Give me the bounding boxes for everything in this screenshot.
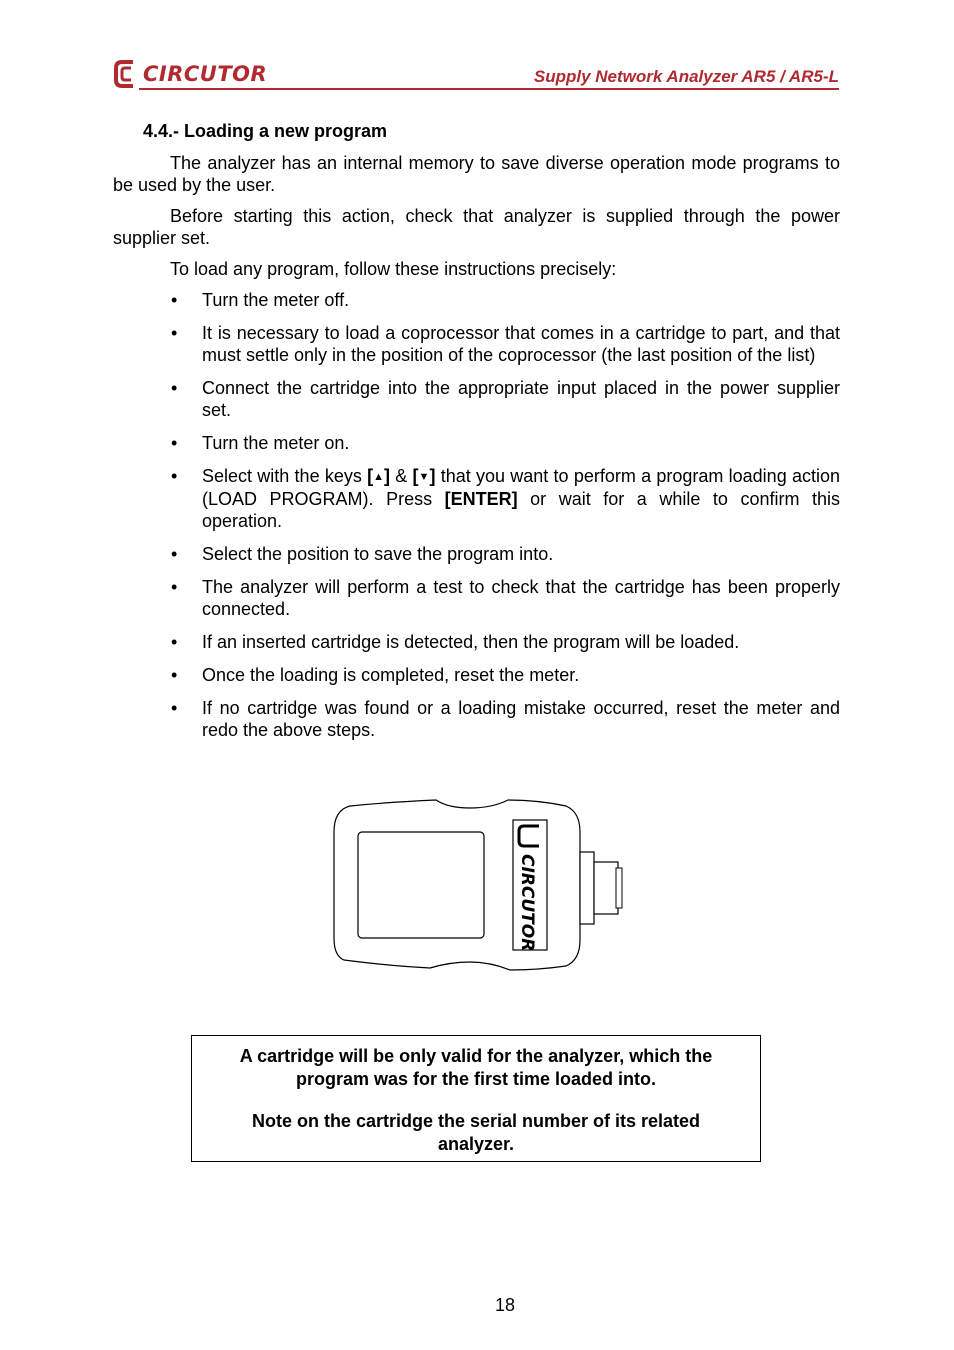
list-item: • If no cartridge was found or a loading mistake occurred, reset the meter and redo the above steps. [113,697,840,741]
list-item: • Once the loading is completed, reset the meter. [113,664,840,686]
circutor-logo [113,58,267,90]
note-line-1: A cartridge will be only valid for the analyzer, which the program was for the first time loaded into. [239,1046,713,1089]
note-line-2: Note on the cartridge the serial number of its related analyzer. [251,1111,701,1154]
key-up: [▲] [367,466,391,486]
connector-plug [594,862,618,914]
document-title: Supply Network Analyzer AR5 / AR5-L [533,67,839,86]
steps-list [113,289,840,741]
page-header [113,58,839,90]
list-item: • Turn the meter on. [113,432,840,454]
section-heading: 4.4.- Loading a new program [143,121,388,141]
circutor-logo-icon [113,59,139,89]
paragraph-instructions: To load any program, follow these instructions precisely: [170,259,617,279]
list-item: • It is necessary to load a coprocessor that comes in a cartridge to part, and that must settle only in the position of the coprocessor (the last position of the list) [113,322,840,366]
connector-tip [616,868,622,908]
paragraph-intro: The analyzer has an internal memory to save diverse operation mode programs to be used by the user. [113,153,840,195]
up-arrow-icon: ▲ [373,471,385,483]
device-screen [358,832,484,938]
key-down: [▼] [412,466,436,486]
list-item-keys: • Select with the keys [▲] & [▼] that you want to perform a program loading action (LOAD PROGRAM). Press [ENTER] or wait for a while to confirm this operation. [113,465,840,532]
list-item: • Connect the cartridge into the appropriate input placed in the power supplier set. [113,377,840,421]
connector-base [580,852,594,924]
list-item: • Turn the meter off. [113,289,840,311]
key-enter: [ENTER] [444,489,518,509]
note-box [191,1035,761,1162]
main-content [113,120,840,752]
list-item: • If an inserted cartridge is detected, then the program will be loaded. [113,631,840,653]
header-divider [139,88,839,90]
cartridge-device-illustration [330,798,624,972]
list-item: • Select the position to save the program into. [113,543,840,565]
page-number: 18 [494,1295,516,1315]
device-logo-text: CIRCUTOR [517,854,537,952]
paragraph-before: Before starting this action, check that analyzer is supplied through the power supplier set. [113,206,840,248]
logo-text: CIRCUTOR [143,62,268,86]
down-arrow-icon: ▼ [418,471,430,483]
list-item: • The analyzer will perform a test to check that the cartridge has been properly connected. [113,576,840,620]
